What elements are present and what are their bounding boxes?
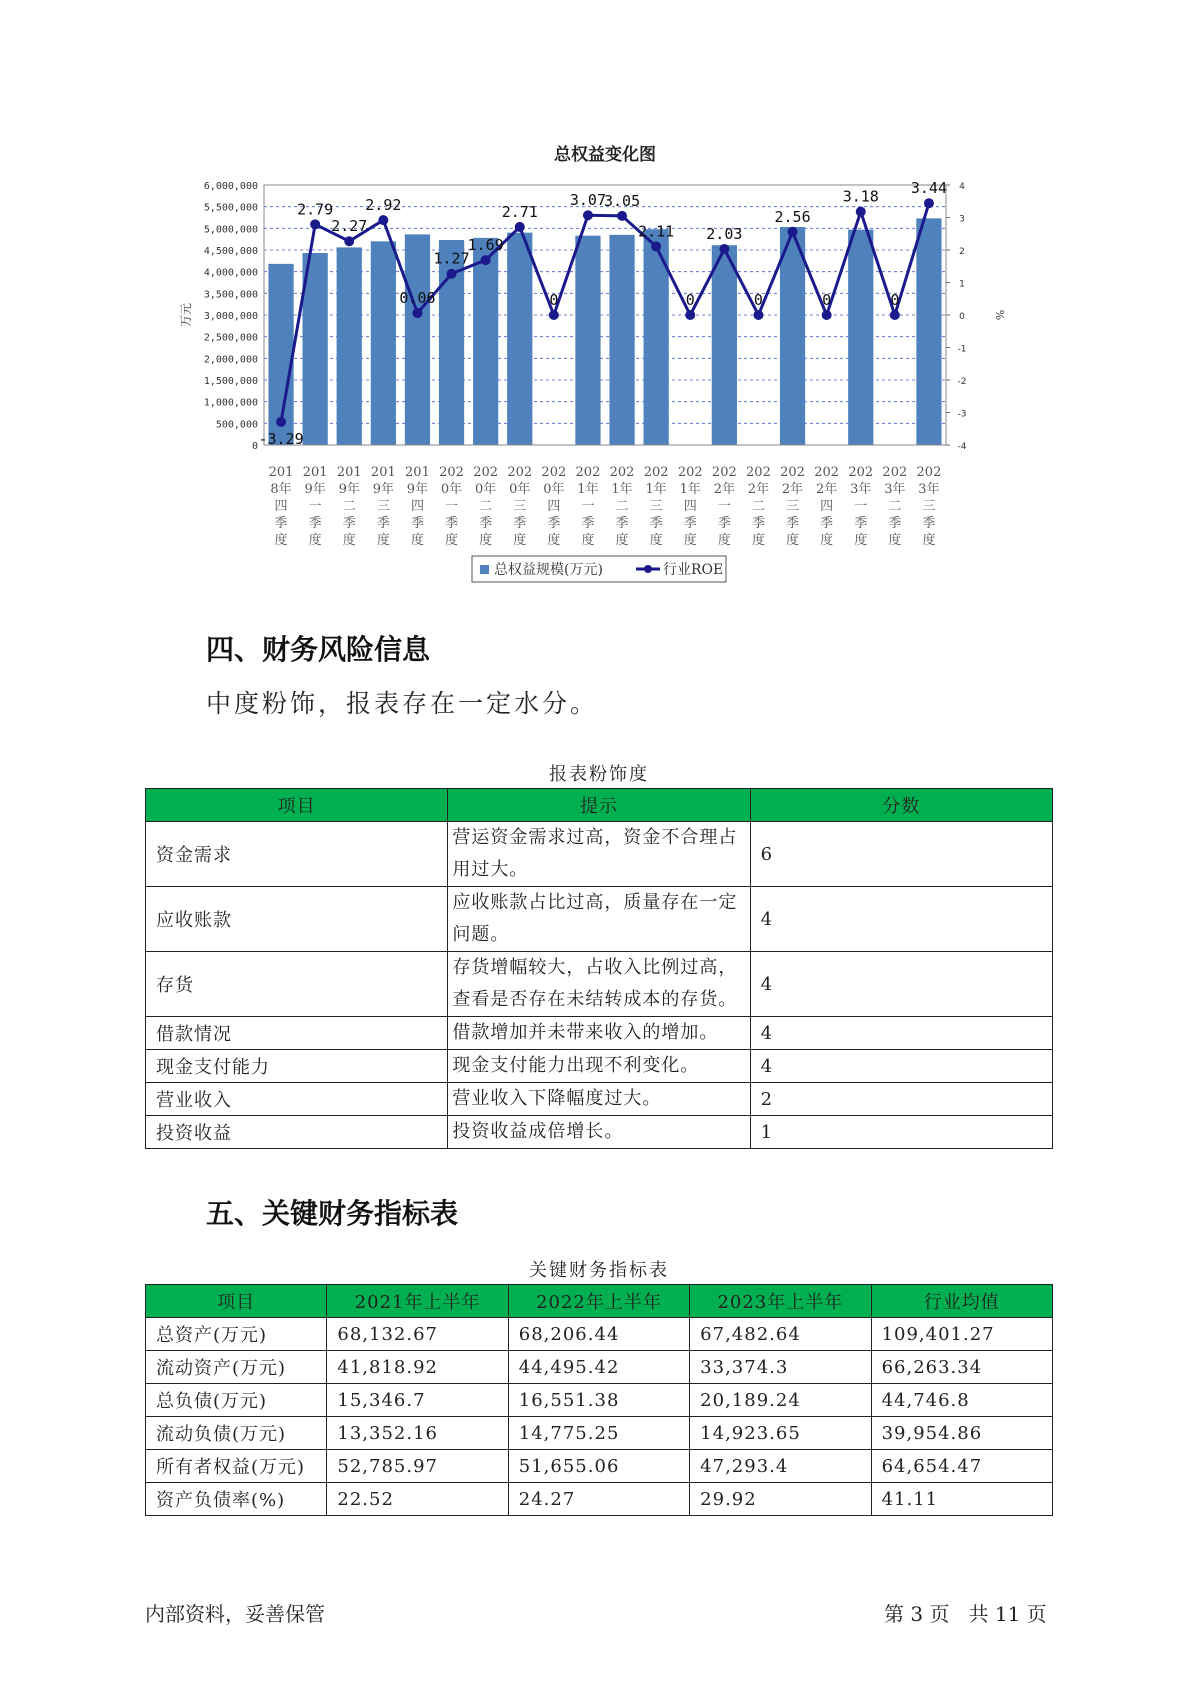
x-category-label: 季 <box>479 516 493 531</box>
x-category-label: 季 <box>445 516 459 531</box>
left-tick-label: 2,000,000 <box>203 354 258 366</box>
x-category-label: 季 <box>274 516 288 531</box>
x-category-label: 2年 <box>816 482 838 497</box>
x-category-label: 201 <box>336 465 362 480</box>
roe-data-label: 0 <box>753 291 763 309</box>
roe-data-label: 1.69 <box>467 236 504 255</box>
x-category-label: 季 <box>786 516 800 531</box>
equity-bar <box>780 227 805 445</box>
x-category-label: 3年 <box>918 482 940 497</box>
risk-table-caption: 报表粉饰度 <box>549 764 649 785</box>
x-category-label: 度 <box>410 533 424 548</box>
risk-tip: 现金支付能力出现不利变化。 <box>448 1050 750 1083</box>
risk-item: 现金支付能力 <box>146 1050 448 1083</box>
fin-cell: 52,785.97 <box>327 1450 508 1483</box>
x-category-label: 3年 <box>850 482 872 497</box>
roe-point <box>276 417 286 427</box>
roe-point <box>583 210 593 220</box>
x-category-label: 202 <box>848 465 874 480</box>
x-category-label: 一 <box>854 499 868 514</box>
footer-page-number: 第 3 页 共 11 页 <box>884 1602 1047 1626</box>
fin-cell: 41.11 <box>871 1483 1052 1516</box>
roe-data-label: 0.06 <box>399 289 436 308</box>
x-category-label: 一 <box>445 499 459 514</box>
right-tick-label: -2 <box>957 377 967 387</box>
fin-row <box>146 1384 1053 1417</box>
risk-tip: 借款增加并未带来收入的增加。 <box>448 1017 750 1050</box>
fin-cell: 44,495.42 <box>508 1351 689 1384</box>
fin-cell: 13,352.16 <box>327 1417 508 1450</box>
risk-row <box>146 822 1053 887</box>
fin-cell: 22.52 <box>327 1483 508 1516</box>
fin-cell: 67,482.64 <box>690 1318 871 1351</box>
right-tick-label: -1 <box>957 344 967 355</box>
fin-cell: 41,818.92 <box>327 1351 508 1384</box>
x-category-label: 202 <box>916 465 942 480</box>
left-tick-label: 1,000,000 <box>203 397 258 409</box>
x-category-label: 度 <box>308 533 322 548</box>
fin-header: 2023年上半年 <box>690 1285 871 1318</box>
fin-header: 2021年上半年 <box>327 1285 508 1318</box>
fin-cell: 68,206.44 <box>508 1318 689 1351</box>
fin-row <box>146 1417 1053 1450</box>
roe-data-label: 2.92 <box>365 196 402 215</box>
roe-point <box>856 207 866 217</box>
left-tick-label: 3,500,000 <box>203 289 258 301</box>
left-tick-label: 4,500,000 <box>203 246 258 257</box>
risk-header-item: 项目 <box>146 789 448 822</box>
fin-row-label: 所有者权益(万元) <box>146 1450 327 1483</box>
equity-bar <box>848 230 873 445</box>
x-category-label: 202 <box>814 465 840 480</box>
equity-bar <box>507 233 532 445</box>
risk-row <box>146 1017 1053 1050</box>
x-category-label: 度 <box>649 533 663 548</box>
risk-score: 4 <box>750 1050 1052 1083</box>
risk-summary: 中度粉饰，报表存在一定水分。 <box>206 689 599 718</box>
x-category-label: 四 <box>410 499 424 514</box>
roe-data-label: -3.29 <box>258 429 304 448</box>
roe-data-label: 0 <box>549 291 559 309</box>
x-category-label: 2年 <box>747 482 770 497</box>
risk-tip: 营业收入下降幅度过大。 <box>448 1083 750 1116</box>
fin-header: 项目 <box>146 1285 327 1318</box>
x-category-label: 度 <box>751 533 765 548</box>
roe-point <box>310 219 320 229</box>
roe-point <box>685 310 695 320</box>
fin-cell: 20,189.24 <box>690 1384 871 1417</box>
fin-cell: 16,551.38 <box>508 1384 689 1417</box>
roe-point <box>822 310 832 320</box>
x-category-label: 一 <box>308 499 322 514</box>
x-category-label: 一 <box>717 499 731 514</box>
x-category-label: 202 <box>643 465 669 480</box>
x-category-label: 季 <box>410 516 424 531</box>
roe-data-label: 1.27 <box>433 249 470 268</box>
x-category-label: 0年 <box>509 482 531 497</box>
fin-cell: 44,746.8 <box>871 1384 1052 1417</box>
fin-cell: 14,923.65 <box>690 1417 871 1450</box>
left-axis-label: 万元 <box>179 302 193 328</box>
x-category-label: 度 <box>820 533 834 548</box>
roe-point <box>481 255 491 265</box>
x-category-label: 季 <box>376 516 390 531</box>
x-category-label: 202 <box>575 465 601 480</box>
x-category-label: 201 <box>370 465 396 480</box>
x-category-label: 9年 <box>304 482 326 497</box>
equity-bar <box>916 218 941 445</box>
risk-row <box>146 952 1053 1017</box>
fin-row-label: 流动资产(万元) <box>146 1351 327 1384</box>
roe-data-label: 2.79 <box>297 200 334 219</box>
fin-cell: 47,293.4 <box>690 1450 871 1483</box>
x-category-label: 季 <box>308 516 322 531</box>
legend-bar-label: 总权益规模(万元) <box>494 562 603 578</box>
x-category-label: 202 <box>746 465 771 480</box>
key-financial-table <box>145 1284 1053 1516</box>
right-tick-label: -4 <box>957 442 967 452</box>
left-tick-label: 4,000,000 <box>203 267 258 279</box>
x-category-label: 三 <box>376 499 390 514</box>
fin-cell: 51,655.06 <box>508 1450 689 1483</box>
roe-data-label: 3.07 <box>569 191 607 210</box>
x-category-label: 201 <box>405 465 430 480</box>
right-axis-label: % <box>993 309 1006 321</box>
risk-header-score: 分数 <box>750 789 1052 822</box>
risk-item: 存货 <box>146 952 448 1017</box>
x-category-label: 2年 <box>713 482 735 497</box>
x-category-label: 1年 <box>645 482 667 497</box>
roe-data-label: 2.11 <box>638 222 675 241</box>
roe-point <box>549 310 559 320</box>
fin-cell: 33,374.3 <box>690 1351 871 1384</box>
roe-data-label: 3.18 <box>842 187 879 206</box>
equity-bar <box>473 238 498 445</box>
fin-cell: 68,132.67 <box>327 1318 508 1351</box>
risk-item: 投资收益 <box>146 1116 448 1149</box>
equity-bar <box>337 247 362 445</box>
risk-row <box>146 1050 1053 1083</box>
left-tick-label: 2,500,000 <box>203 332 258 344</box>
x-category-label: 季 <box>547 516 561 531</box>
x-category-label: 度 <box>922 533 936 548</box>
x-category-label: 三 <box>922 499 936 514</box>
x-category-label: 1年 <box>611 482 633 497</box>
x-category-label: 二 <box>751 499 765 514</box>
x-category-label: 二 <box>479 499 493 514</box>
x-category-label: 9年 <box>338 482 360 497</box>
x-category-label: 季 <box>751 516 765 531</box>
roe-point <box>890 310 900 320</box>
x-category-label: 度 <box>615 533 629 548</box>
risk-header-tip: 提示 <box>448 789 750 822</box>
risk-score: 1 <box>750 1116 1052 1149</box>
x-category-label: 202 <box>439 465 464 480</box>
x-category-label: 201 <box>268 465 294 480</box>
roe-point <box>617 211 627 221</box>
right-tick-label: 0 <box>959 312 965 322</box>
roe-data-label: 0 <box>685 291 695 309</box>
roe-point <box>412 308 422 318</box>
x-category-label: 度 <box>717 533 731 548</box>
x-category-label: 二 <box>615 499 629 514</box>
x-category-label: 202 <box>541 465 567 480</box>
fin-cell: 29.92 <box>690 1483 871 1516</box>
roe-point <box>753 310 763 320</box>
x-category-label: 202 <box>711 465 737 480</box>
x-category-label: 四 <box>547 499 561 514</box>
x-category-label: 度 <box>683 533 697 548</box>
x-category-label: 季 <box>683 516 697 531</box>
x-category-label: 9年 <box>372 482 394 497</box>
risk-row <box>146 887 1053 952</box>
x-category-label: 度 <box>786 533 800 548</box>
section5-heading: 五、关键财务指标表 <box>206 1197 459 1230</box>
roe-data-label: 3.44 <box>910 179 948 198</box>
x-category-label: 四 <box>274 499 288 514</box>
equity-chart <box>0 0 1191 600</box>
x-category-label: 1年 <box>577 482 599 497</box>
legend-line-marker <box>644 565 652 573</box>
roe-point <box>719 244 729 254</box>
fin-row-label: 资产负债率(%) <box>146 1483 327 1516</box>
risk-tip: 营运资金需求过高，资金不合理占用过大。 <box>448 822 750 887</box>
x-category-label: 0年 <box>475 482 497 497</box>
x-category-label: 季 <box>888 516 902 531</box>
risk-score: 4 <box>750 887 1052 952</box>
x-category-label: 度 <box>513 533 527 548</box>
legend-bar-swatch <box>480 565 489 574</box>
x-category-label: 三 <box>786 499 800 514</box>
risk-tip: 投资收益成倍增长。 <box>448 1116 750 1149</box>
x-category-label: 9年 <box>406 482 429 497</box>
roe-point <box>651 241 661 251</box>
x-category-label: 202 <box>609 465 635 480</box>
risk-item: 借款情况 <box>146 1017 448 1050</box>
x-category-label: 四 <box>820 499 834 514</box>
x-category-label: 202 <box>882 465 908 480</box>
risk-row <box>146 1083 1053 1116</box>
x-category-label: 季 <box>513 516 527 531</box>
x-category-label: 季 <box>342 516 356 531</box>
x-category-label: 度 <box>479 533 493 548</box>
x-category-label: 202 <box>507 465 533 480</box>
roe-data-label: 0 <box>890 291 900 309</box>
fin-header: 行业均值 <box>871 1285 1052 1318</box>
left-tick-label: 500,000 <box>215 419 258 431</box>
x-category-label: 度 <box>376 533 390 548</box>
roe-point <box>378 215 388 225</box>
x-category-label: 一 <box>581 499 595 514</box>
x-category-label: 度 <box>888 533 902 548</box>
left-tick-label: 6,000,000 <box>203 181 258 192</box>
fin-row-label: 总负债(万元) <box>146 1384 327 1417</box>
roe-point <box>447 269 457 279</box>
risk-row <box>146 1116 1053 1149</box>
roe-data-label: 0 <box>822 291 832 309</box>
risk-score: 2 <box>750 1083 1052 1116</box>
left-tick-label: 0 <box>251 441 258 452</box>
left-tick-label: 1,500,000 <box>203 376 258 387</box>
x-category-label: 0年 <box>543 482 565 497</box>
fin-row-label: 流动负债(万元) <box>146 1417 327 1450</box>
x-category-label: 度 <box>342 533 356 548</box>
risk-item: 营业收入 <box>146 1083 448 1116</box>
x-category-label: 二 <box>888 499 902 514</box>
roe-point <box>924 198 934 208</box>
x-category-label: 201 <box>302 465 328 480</box>
left-tick-label: 5,000,000 <box>203 224 258 236</box>
footer-note: 内部资料，妥善保管 <box>145 1602 325 1626</box>
equity-bar <box>712 245 737 445</box>
risk-tip: 存货增幅较大，占收入比例过高，查看是否存在未结转成本的存货。 <box>448 952 750 1017</box>
x-category-label: 季 <box>717 516 731 531</box>
fin-cell: 109,401.27 <box>871 1318 1052 1351</box>
x-category-label: 三 <box>513 499 527 514</box>
fin-table-caption: 关键财务指标表 <box>529 1260 669 1281</box>
equity-bar <box>405 234 430 445</box>
fin-cell: 66,263.34 <box>871 1351 1052 1384</box>
fin-header: 2022年上半年 <box>508 1285 689 1318</box>
legend-line-label: 行业ROE <box>663 562 724 578</box>
fin-row <box>146 1351 1053 1384</box>
x-category-label: 202 <box>677 465 703 480</box>
fin-cell: 14,775.25 <box>508 1417 689 1450</box>
x-category-label: 季 <box>922 516 936 531</box>
fin-cell: 39,954.86 <box>871 1417 1052 1450</box>
x-category-label: 四 <box>683 499 697 514</box>
x-category-label: 二 <box>342 499 356 514</box>
x-category-label: 度 <box>445 533 459 548</box>
x-category-label: 季 <box>615 516 629 531</box>
right-tick-label: 3 <box>959 214 965 225</box>
x-category-label: 2年 <box>781 482 804 497</box>
roe-data-label: 3.05 <box>603 191 641 210</box>
x-category-label: 度 <box>547 533 561 548</box>
roe-data-label: 2.56 <box>774 207 811 226</box>
equity-bar <box>575 236 600 445</box>
x-category-label: 度 <box>274 533 288 548</box>
right-tick-label: 4 <box>959 182 965 192</box>
x-category-label: 3年 <box>884 482 906 497</box>
x-category-label: 度 <box>581 533 595 548</box>
risk-tip: 应收账款占比过高，质量存在一定问题。 <box>448 887 750 952</box>
roe-data-label: 2.71 <box>501 202 538 221</box>
fin-row <box>146 1450 1053 1483</box>
risk-item: 应收账款 <box>146 887 448 952</box>
chart-title: 总权益变化图 <box>554 145 656 165</box>
equity-bar <box>609 235 634 445</box>
risk-item: 资金需求 <box>146 822 448 887</box>
x-category-label: 202 <box>780 465 805 480</box>
roe-data-label: 2.27 <box>331 217 368 236</box>
x-category-label: 季 <box>581 516 595 531</box>
x-category-label: 202 <box>473 465 499 480</box>
risk-score: 4 <box>750 1017 1052 1050</box>
x-category-label: 季 <box>854 516 868 531</box>
risk-table <box>145 788 1053 1149</box>
risk-score: 6 <box>750 822 1052 887</box>
fin-cell: 24.27 <box>508 1483 689 1516</box>
x-category-label: 季 <box>820 516 834 531</box>
equity-bar <box>371 241 396 445</box>
roe-data-label: 2.03 <box>706 225 743 244</box>
x-category-label: 1年 <box>679 482 701 497</box>
roe-point <box>788 227 798 237</box>
x-category-label: 三 <box>649 499 663 514</box>
fin-row-label: 总资产(万元) <box>146 1318 327 1351</box>
right-tick-label: -3 <box>957 409 967 420</box>
left-tick-label: 3,000,000 <box>203 311 258 322</box>
fin-row <box>146 1318 1053 1351</box>
right-tick-label: 2 <box>959 247 965 257</box>
right-tick-label: 1 <box>959 279 965 290</box>
risk-score: 4 <box>750 952 1052 1017</box>
fin-cell: 15,346.7 <box>327 1384 508 1417</box>
fin-row <box>146 1483 1053 1516</box>
x-category-label: 度 <box>854 533 868 548</box>
x-category-label: 8年 <box>270 482 292 497</box>
fin-cell: 64,654.47 <box>871 1450 1052 1483</box>
roe-point <box>344 236 354 246</box>
section4-heading: 四、财务风险信息 <box>206 633 431 666</box>
roe-point <box>515 222 525 232</box>
x-category-label: 季 <box>649 516 663 531</box>
x-category-label: 0年 <box>440 482 463 497</box>
left-tick-label: 5,500,000 <box>203 202 258 214</box>
